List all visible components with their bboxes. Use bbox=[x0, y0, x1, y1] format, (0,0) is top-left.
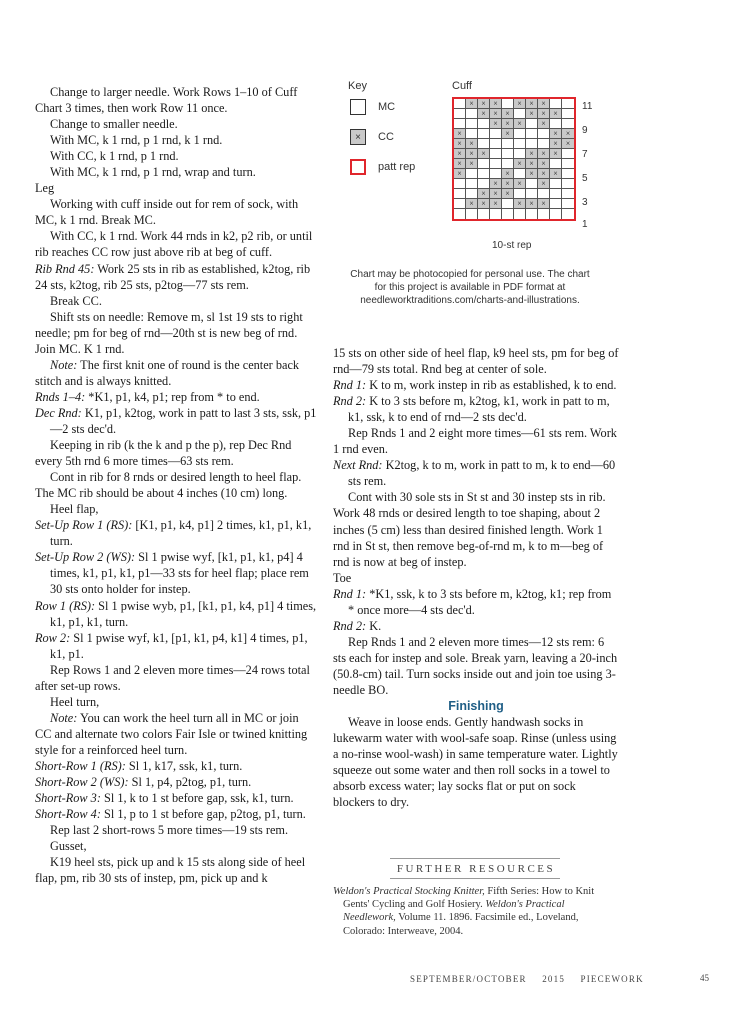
chart-cell-cc: × bbox=[526, 109, 538, 119]
paragraph bbox=[35, 389, 317, 405]
chart-cell-mc bbox=[466, 179, 478, 189]
chart-cell-mc bbox=[502, 149, 514, 159]
chart-cell-mc bbox=[526, 189, 538, 199]
paragraph-text: Rep Rows 1 and 2 eleven more times—24 rows total after set-up rows. bbox=[35, 662, 310, 693]
paragraph-text: 15 sts on other side of heel flap, k9 heel sts, pm for beg of rnd—79 sts total. Rnd beg at center of sole. bbox=[333, 346, 619, 377]
chart-cell-cc: × bbox=[502, 179, 514, 189]
chart-cell-mc bbox=[490, 209, 502, 219]
chart-cell-cc: × bbox=[514, 99, 526, 109]
chart-cell-cc: × bbox=[538, 149, 550, 159]
instruction-label: Short-Row 1 (RS): bbox=[35, 758, 126, 773]
chart-cell-mc bbox=[562, 169, 574, 179]
footer-year: 2015 bbox=[542, 974, 566, 984]
chart-cell-mc bbox=[454, 179, 466, 189]
paragraph bbox=[333, 457, 619, 489]
chart-cell-mc bbox=[562, 179, 574, 189]
paragraph bbox=[333, 345, 619, 377]
chart-cell-mc bbox=[454, 109, 466, 119]
paragraph bbox=[333, 489, 619, 569]
paragraph-text: [K1, p1, k4, p1] 2 times, k1, p1, k1, turn. bbox=[50, 518, 312, 549]
paragraph-text: The first knit one of round is the center back stitch and is always knitted. bbox=[35, 357, 300, 388]
chart-cell-mc bbox=[490, 149, 502, 159]
paragraph-text: Leg bbox=[35, 181, 55, 196]
chart-cell-mc bbox=[490, 129, 502, 139]
chart-cell-cc: × bbox=[526, 199, 538, 209]
paragraph bbox=[35, 806, 317, 822]
paragraph bbox=[35, 116, 317, 132]
chart-cell-cc: × bbox=[466, 99, 478, 109]
paragraph-text: Rep Rnds 1 and 2 eight more times—61 sts rem. Work 1 rnd even. bbox=[333, 426, 617, 457]
chart-cell-cc: × bbox=[478, 189, 490, 199]
paragraph bbox=[35, 790, 317, 806]
chart-cell-mc bbox=[550, 199, 562, 209]
instruction-label: Next Rnd: bbox=[333, 458, 383, 473]
chart-cell-mc bbox=[562, 109, 574, 119]
chart-cell-mc bbox=[538, 129, 550, 139]
paragraph bbox=[35, 180, 317, 196]
chart-cell-cc: × bbox=[538, 179, 550, 189]
chart-cell-cc: × bbox=[550, 169, 562, 179]
paragraph bbox=[35, 517, 317, 549]
chart-cell-mc bbox=[550, 189, 562, 199]
paragraph-text: Sl 1 pwise wyf, [k1, p1, k1, p4] 4 times, k1, p1, k1, p1—33 sts for heel flap; place rem 30 sts onto holder for instep. bbox=[50, 550, 309, 597]
chart-cell-mc bbox=[562, 99, 574, 109]
chart-cell-cc: × bbox=[514, 199, 526, 209]
repeat-label: 10-st rep bbox=[492, 240, 532, 251]
paragraph-text: K. bbox=[366, 618, 382, 633]
chart-cell-cc: × bbox=[550, 109, 562, 119]
right-column bbox=[333, 345, 619, 810]
paragraph bbox=[35, 196, 317, 228]
resources-top-rule bbox=[390, 858, 560, 859]
paragraph-text: Working with cuff inside out for rem of sock, with MC, k 1 rnd. Break MC. bbox=[35, 197, 299, 228]
chart-note: Chart may be photocopied for personal use. The chart for this project is available in PDF format at needleworktraditions.com/charts-and-illustrations. bbox=[350, 269, 590, 306]
paragraph bbox=[35, 132, 317, 148]
paragraph-text: With MC, k 1 rnd, p 1 rnd, k 1 rnd. bbox=[50, 133, 223, 148]
instruction-label: Short-Row 4: bbox=[35, 807, 101, 822]
chart-cell-mc bbox=[550, 179, 562, 189]
instruction-label: Rib Rnd 45: bbox=[35, 261, 95, 276]
instruction-label: Rnds 1–4: bbox=[35, 389, 86, 404]
instruction-label: Set-Up Row 2 (WS): bbox=[35, 550, 136, 565]
chart-cell-cc: × bbox=[550, 149, 562, 159]
paragraph-text: Heel flap, bbox=[50, 502, 99, 517]
chart-cell-cc: × bbox=[526, 99, 538, 109]
chart-title: Cuff bbox=[452, 80, 472, 92]
chart-cell-mc bbox=[514, 139, 526, 149]
paragraph-text: With CC, k 1 rnd, p 1 rnd. bbox=[50, 149, 179, 164]
instruction-label: Note: bbox=[50, 357, 78, 372]
paragraph bbox=[35, 309, 317, 357]
chart-cell-mc bbox=[526, 209, 538, 219]
paragraph-text: Break CC. bbox=[50, 293, 102, 308]
chart-cell-cc: × bbox=[514, 179, 526, 189]
instruction-label: Short-Row 3: bbox=[35, 791, 101, 806]
paragraph bbox=[35, 164, 317, 180]
chart-cell-mc bbox=[490, 169, 502, 179]
chart-cell-cc: × bbox=[538, 99, 550, 109]
chart-cell-cc: × bbox=[538, 119, 550, 129]
chart-cell-mc bbox=[550, 209, 562, 219]
chart-cell-mc bbox=[550, 119, 562, 129]
chart-cell-cc: × bbox=[538, 199, 550, 209]
instruction-label: Rnd 1: bbox=[333, 586, 367, 601]
chart-cell-mc bbox=[466, 169, 478, 179]
chart-cell-mc bbox=[466, 119, 478, 129]
chart-cell-cc: × bbox=[478, 149, 490, 159]
chart-cell-mc bbox=[562, 159, 574, 169]
chart-cell-cc: × bbox=[490, 99, 502, 109]
instruction-label: Set-Up Row 1 (RS): bbox=[35, 518, 133, 533]
chart-key-block bbox=[345, 80, 595, 320]
paragraph bbox=[35, 630, 317, 662]
paragraph bbox=[35, 293, 317, 309]
chart-cell-mc bbox=[562, 199, 574, 209]
paragraph-text: Sl 1, p4, p2tog, p1, turn. bbox=[128, 775, 252, 790]
chart-cell-mc bbox=[454, 199, 466, 209]
citation-part: Fifth Series: How to Knit Gents' Cycling and Golf Hosiery. bbox=[343, 886, 595, 911]
paragraph bbox=[333, 714, 619, 810]
paragraph bbox=[35, 838, 317, 854]
chart-cell-mc bbox=[454, 99, 466, 109]
resources-bottom-rule bbox=[390, 878, 560, 879]
footer-issue: SEPTEMBER/OCTOBER bbox=[410, 974, 527, 984]
paragraph-text: Sl 1 pwise wyf, k1, [p1, k1, p4, k1] 4 times, p1, k1, p1. bbox=[50, 630, 308, 661]
chart-cell-cc: × bbox=[466, 159, 478, 169]
patt-rep-swatch bbox=[350, 159, 366, 175]
chart-cell-mc bbox=[538, 189, 550, 199]
row-number: 11 bbox=[582, 101, 593, 112]
instruction-label: Row 1 (RS): bbox=[35, 598, 96, 613]
paragraph-text: *K1, p1, k4, p1; rep from * to end. bbox=[85, 389, 260, 404]
chart-cell-mc bbox=[466, 209, 478, 219]
chart-cell-mc bbox=[526, 119, 538, 129]
chart-cell-cc: × bbox=[478, 199, 490, 209]
paragraph bbox=[35, 854, 317, 886]
paragraph-text: Change to larger needle. Work Rows 1–10 of Cuff Chart 3 times, then work Row 11 once. bbox=[35, 85, 298, 116]
paragraph-text: Cont with 30 sole sts in St st and 30 instep sts in rib. Work 48 rnds or desired length to toe shaping, about 2 inches (5 cm) less than desired finished length. Work 1 rnd in St st, then remove beg-of-rnd m, k to m—beg of rnd is now at beg of instep. bbox=[333, 490, 606, 569]
chart-cell-cc: × bbox=[490, 189, 502, 199]
chart-cell-mc bbox=[538, 139, 550, 149]
paragraph bbox=[35, 822, 317, 838]
paragraph-text: Weave in loose ends. Gently handwash socks in lukewarm water with wool-safe soap. Rinse (unless using a no-rinse wool-wash) in same temperature water. Lightly squeeze out some water and then roll socks in a towel to absorb excess water; lay socks flat or put on sock blockers to dry. bbox=[333, 715, 618, 810]
chart-cell-cc: × bbox=[478, 109, 490, 119]
chart-cell-cc: × bbox=[538, 109, 550, 119]
paragraph bbox=[35, 84, 317, 116]
paragraph-text: Sl 1, k to 1 st before gap, ssk, k1, turn. bbox=[100, 791, 294, 806]
further-resources-citation bbox=[333, 885, 619, 938]
paragraph-text: Toe bbox=[333, 570, 352, 585]
chart-cell-cc: × bbox=[466, 139, 478, 149]
paragraph-text: Shift sts on needle: Remove m, sl 1st 19 sts to right needle; pm for beg of rnd—20th st is new beg of rnd. Join MC. K 1 rnd. bbox=[35, 309, 303, 356]
chart-cell-mc bbox=[478, 209, 490, 219]
chart-cell-mc bbox=[478, 169, 490, 179]
key-title: Key bbox=[348, 80, 367, 92]
chart-cell-cc: × bbox=[490, 119, 502, 129]
paragraph-text: Work 25 sts in rib as established, k2tog, rib 24 sts, k2tog, rib 25 sts, p2tog—77 sts rem. bbox=[35, 261, 311, 292]
paragraph bbox=[35, 694, 317, 710]
chart-cell-mc bbox=[550, 99, 562, 109]
paragraph-text: K1, p1, k2tog, work in patt to last 3 sts, ssk, p1—2 sts dec'd. bbox=[50, 405, 317, 436]
citation-part: Weldon's Practical Needlework, bbox=[343, 899, 565, 924]
chart-cell-cc: × bbox=[514, 159, 526, 169]
chart-cell-mc bbox=[562, 119, 574, 129]
chart-cell-mc bbox=[454, 119, 466, 129]
paragraph-text: Cont in rib for 8 rnds or desired length to heel flap. The MC rib should be about 4 inches (10 cm) long. bbox=[35, 470, 302, 501]
row-number: 5 bbox=[582, 173, 588, 184]
paragraph-text: You can work the heel turn all in MC or join CC and alternate two colors Fair Isle or twined knitting style for a reinforced heel turn. bbox=[35, 710, 308, 757]
chart-cell-mc bbox=[538, 209, 550, 219]
paragraph-text: With MC, k 1 rnd, p 1 rnd, wrap and turn. bbox=[50, 165, 256, 180]
key-item-cc bbox=[350, 127, 394, 147]
chart-cell-cc: × bbox=[502, 109, 514, 119]
paragraph bbox=[333, 570, 619, 586]
paragraph-text: Rep Rnds 1 and 2 eleven more times—12 sts rem: 6 sts each for instep and sole. Break yarn, leaving a 20-inch (50.8-cm) tail. Turn socks inside out and join toe using 3-needle BO. bbox=[333, 634, 618, 697]
row-number: 1 bbox=[582, 219, 588, 230]
chart-cell-cc: × bbox=[526, 149, 538, 159]
paragraph-text: Sl 1, k17, ssk, k1, turn. bbox=[125, 758, 243, 773]
section-heading bbox=[333, 698, 619, 714]
chart-cell-mc bbox=[562, 149, 574, 159]
instruction-label: Rnd 1: bbox=[333, 378, 367, 393]
cuff-chart-grid bbox=[452, 97, 576, 221]
chart-cell-mc bbox=[478, 159, 490, 169]
footer-magazine: PIECEWORK bbox=[580, 974, 644, 984]
paragraph bbox=[35, 598, 317, 630]
paragraph-text: *K1, ssk, k to 3 sts before m, k2tog, k1; rep from * once more—4 sts dec'd. bbox=[348, 586, 612, 617]
chart-cell-mc bbox=[502, 139, 514, 149]
paragraph bbox=[35, 148, 317, 164]
paragraph bbox=[333, 377, 619, 393]
chart-cell-mc bbox=[514, 189, 526, 199]
paragraph bbox=[35, 501, 317, 517]
paragraph-text: K2tog, k to m, work in patt to m, k to end—60 sts rem. bbox=[348, 458, 616, 489]
chart-cell-mc bbox=[502, 199, 514, 209]
chart-cell-cc: × bbox=[490, 199, 502, 209]
page-footer bbox=[410, 974, 710, 984]
chart-cell-cc: × bbox=[514, 119, 526, 129]
instruction-label: Rnd 2: bbox=[333, 618, 367, 633]
chart-cell-mc bbox=[514, 169, 526, 179]
chart-cell-mc bbox=[466, 109, 478, 119]
chart-cell-cc: × bbox=[478, 99, 490, 109]
chart-cell-cc: × bbox=[454, 159, 466, 169]
paragraph-text: Keeping in rib (k the k and p the p), rep Dec Rnd every 5th rnd 6 more times—63 sts rem. bbox=[35, 438, 292, 469]
chart-cell-mc bbox=[514, 149, 526, 159]
chart-cell-mc bbox=[478, 119, 490, 129]
chart-cell-cc: × bbox=[490, 179, 502, 189]
paragraph bbox=[35, 774, 317, 790]
chart-cell-mc bbox=[454, 189, 466, 199]
paragraph bbox=[35, 469, 317, 501]
paragraph-text: K to 3 sts before m, k2tog, k1, work in patt to m, k1, ssk, k to end of rnd—2 sts dec'd. bbox=[348, 394, 610, 425]
paragraph bbox=[35, 261, 317, 293]
chart-cell-mc bbox=[490, 139, 502, 149]
instruction-label: Short-Row 2 (WS): bbox=[35, 775, 129, 790]
chart-cell-cc: × bbox=[562, 139, 574, 149]
paragraph bbox=[333, 425, 619, 457]
paragraph bbox=[35, 549, 317, 597]
row-number: 7 bbox=[582, 149, 588, 160]
further-resources-title: FURTHER RESOURCES bbox=[396, 863, 556, 875]
chart-cell-mc bbox=[478, 139, 490, 149]
chart-cell-mc bbox=[550, 159, 562, 169]
chart-cell-cc: × bbox=[502, 129, 514, 139]
mc-swatch bbox=[350, 99, 366, 115]
chart-cell-mc bbox=[466, 189, 478, 199]
chart-cell-mc bbox=[478, 179, 490, 189]
paragraph bbox=[35, 437, 317, 469]
key-item-patt-rep bbox=[350, 157, 415, 177]
paragraph-text: Finishing bbox=[448, 699, 504, 714]
chart-cell-cc: × bbox=[550, 139, 562, 149]
chart-cell-mc bbox=[478, 129, 490, 139]
chart-cell-mc bbox=[490, 159, 502, 169]
chart-cell-cc: × bbox=[454, 129, 466, 139]
citation-part: Weldon's Practical Stocking Knitter, bbox=[333, 886, 485, 897]
paragraph bbox=[333, 618, 619, 634]
chart-cell-cc: × bbox=[526, 159, 538, 169]
left-column bbox=[35, 84, 317, 886]
chart-cell-mc bbox=[454, 209, 466, 219]
chart-cell-cc: × bbox=[538, 159, 550, 169]
chart-cell-mc bbox=[502, 209, 514, 219]
key-label-patt-rep: patt rep bbox=[378, 161, 416, 173]
instruction-label: Rnd 2: bbox=[333, 394, 367, 409]
paragraph bbox=[35, 662, 317, 694]
paragraph bbox=[35, 357, 317, 389]
instruction-label: Row 2: bbox=[35, 630, 71, 645]
chart-cell-cc: × bbox=[550, 129, 562, 139]
chart-cell-cc: × bbox=[502, 189, 514, 199]
page-number: 45 bbox=[700, 973, 709, 983]
chart-cell-cc: × bbox=[454, 149, 466, 159]
paragraph-text: Sl 1, p to 1 st before gap, p2tog, p1, turn. bbox=[100, 807, 306, 822]
chart-cell-mc bbox=[502, 99, 514, 109]
paragraph bbox=[333, 393, 619, 425]
paragraph-text: K19 heel sts, pick up and k 15 sts along side of heel flap, pm, rib 30 sts of instep, pm, pick up and k bbox=[35, 855, 306, 886]
key-label-mc: MC bbox=[378, 101, 396, 113]
chart-cell-mc bbox=[526, 139, 538, 149]
chart-cell-cc: × bbox=[562, 129, 574, 139]
row-number: 9 bbox=[582, 125, 588, 136]
chart-cell-mc bbox=[562, 189, 574, 199]
chart-cell-mc bbox=[526, 179, 538, 189]
paragraph bbox=[35, 228, 317, 260]
paragraph-text: K to m, work instep in rib as established, k to end. bbox=[366, 378, 617, 393]
chart-cell-mc bbox=[514, 209, 526, 219]
paragraph-text: Sl 1 pwise wyb, p1, [k1, p1, k4, p1] 4 times, k1, p1, k1, turn. bbox=[50, 598, 317, 629]
chart-cell-mc bbox=[514, 129, 526, 139]
paragraph bbox=[35, 405, 317, 437]
paragraph bbox=[333, 634, 619, 698]
cc-swatch: × bbox=[350, 129, 366, 145]
paragraph bbox=[35, 758, 317, 774]
paragraph-text: With CC, k 1 rnd. Work 44 rnds in k2, p2 rib, or until rib reaches CC row just above rib at beg of cuff. bbox=[35, 229, 313, 260]
chart-cell-mc bbox=[514, 109, 526, 119]
paragraph-text: Heel turn, bbox=[50, 694, 100, 709]
chart-cell-mc bbox=[502, 159, 514, 169]
chart-cell-cc: × bbox=[490, 109, 502, 119]
chart-cell-cc: × bbox=[466, 199, 478, 209]
paragraph-text: Change to smaller needle. bbox=[50, 117, 178, 132]
key-label-cc: CC bbox=[378, 131, 394, 143]
chart-cell-cc: × bbox=[502, 119, 514, 129]
paragraph bbox=[333, 586, 619, 618]
instruction-label: Note: bbox=[50, 710, 78, 725]
chart-cell-mc bbox=[466, 129, 478, 139]
chart-cell-cc: × bbox=[538, 169, 550, 179]
chart-cell-cc: × bbox=[526, 169, 538, 179]
chart-cell-cc: × bbox=[502, 169, 514, 179]
key-item-mc bbox=[350, 97, 395, 117]
row-number: 3 bbox=[582, 197, 588, 208]
instruction-label: Dec Rnd: bbox=[35, 405, 82, 420]
chart-cell-mc bbox=[562, 209, 574, 219]
chart-cell-cc: × bbox=[466, 149, 478, 159]
chart-cell-cc: × bbox=[454, 169, 466, 179]
paragraph-text: Rep last 2 short-rows 5 more times—19 sts rem. bbox=[50, 823, 289, 838]
paragraph bbox=[35, 710, 317, 758]
citation-part: Volume 11. 1896. Facsimile ed., Loveland, Colorado: Interweave, 2004. bbox=[343, 912, 579, 937]
chart-cell-cc: × bbox=[454, 139, 466, 149]
chart-cell-mc bbox=[526, 129, 538, 139]
paragraph-text: Gusset, bbox=[50, 839, 87, 854]
